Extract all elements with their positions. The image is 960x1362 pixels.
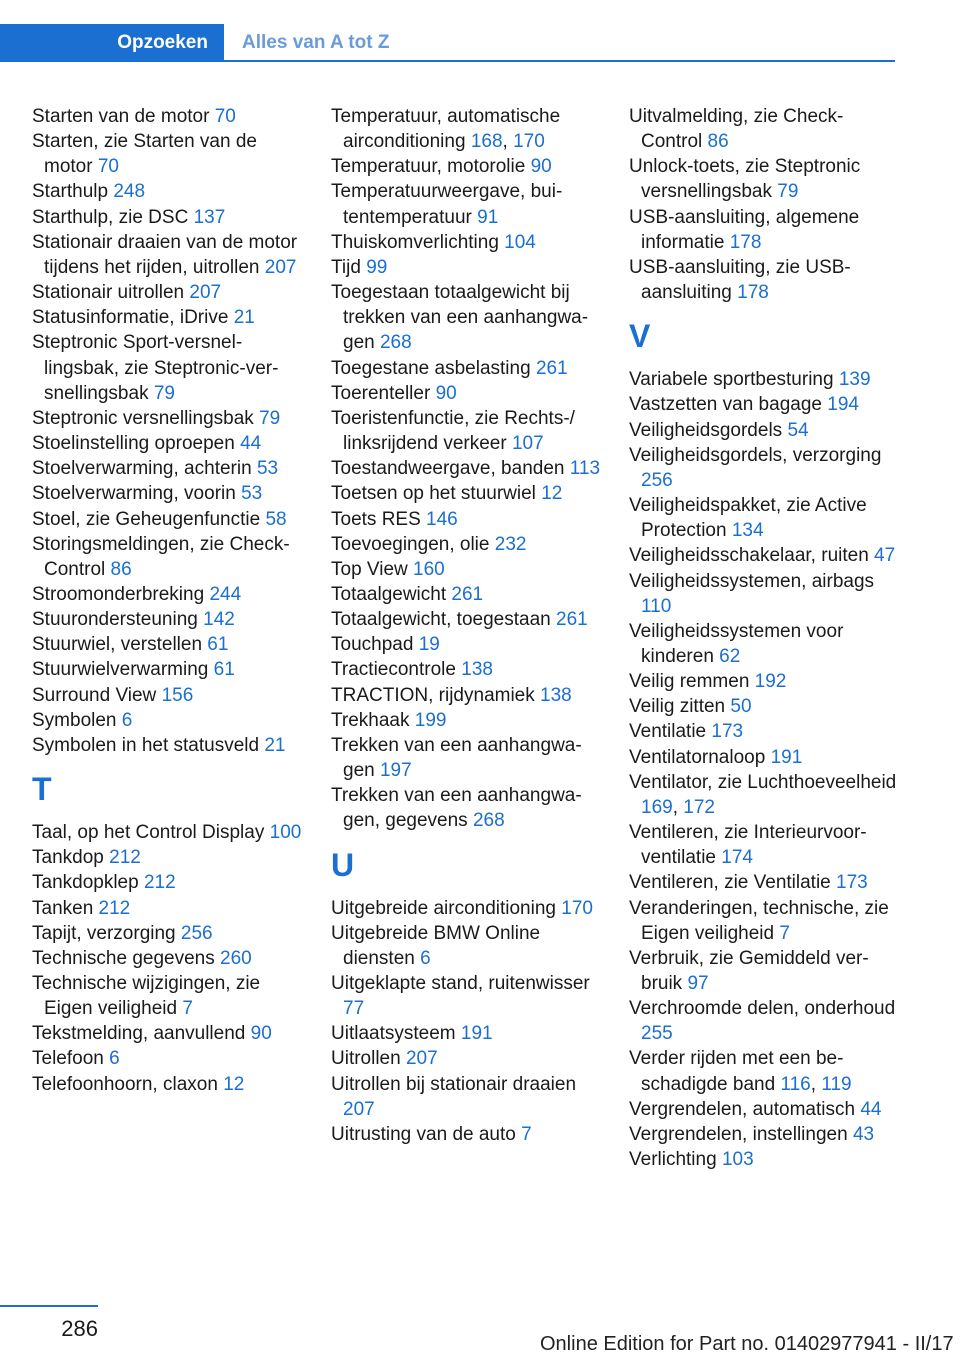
index-entry — [629, 569, 899, 619]
index-entry — [331, 657, 601, 682]
index-entry — [331, 557, 601, 582]
index-term: Veilig remmen — [629, 671, 755, 693]
index-entry — [32, 230, 302, 280]
page-number: 286 — [61, 1316, 98, 1341]
index-entry — [331, 607, 601, 632]
index-term: Starthulp, zie DSC — [32, 206, 194, 228]
index-entry — [32, 1046, 302, 1071]
page-link[interactable]: 6 — [420, 947, 431, 969]
page-link[interactable]: 77 — [343, 998, 365, 1020]
index-term: Trekken van een aanhangwagen — [331, 734, 582, 782]
index-entry — [32, 921, 302, 946]
edition-note: Online Edition for Part no. 01402977941 - II/17 — [540, 1333, 954, 1355]
page-link[interactable]: 86 — [707, 131, 729, 153]
index-term: Toets RES — [331, 508, 427, 530]
index-term: Telefoon — [32, 1048, 110, 1070]
index-entry — [32, 708, 302, 733]
page-link[interactable]: 168 — [470, 131, 503, 153]
page-link[interactable]: 61 — [213, 659, 235, 681]
page-link[interactable]: 91 — [477, 206, 499, 228]
index-entry — [629, 669, 899, 694]
index-entry — [331, 280, 601, 355]
index-term: Stationair uitrollen — [32, 282, 190, 304]
index-term: Vastzetten van bagage — [629, 394, 828, 416]
page-link[interactable]: 138 — [540, 684, 572, 706]
index-entry — [331, 921, 601, 971]
index-term: Taal, op het Control Display — [32, 822, 270, 844]
page-link[interactable]: 197 — [379, 760, 412, 782]
index-term: Stuurwiel, verstellen — [32, 634, 208, 656]
index-entry — [331, 733, 601, 783]
section-letter: V — [629, 318, 651, 355]
page-link[interactable]: 170 — [513, 131, 545, 153]
index-term: Toegestane asbelasting — [331, 357, 536, 379]
index-term: Uitrusting van de auto — [331, 1123, 522, 1145]
page-link[interactable]: 107 — [511, 433, 544, 455]
page-link[interactable]: 79 — [259, 407, 281, 429]
index-entry — [331, 104, 601, 154]
index-entry — [331, 971, 601, 1021]
page-link[interactable]: 199 — [414, 709, 447, 731]
page-separator: , — [810, 1073, 822, 1095]
index-term: Ventileren, zie Ventilatie — [629, 872, 837, 894]
index-term: Veiligheidsgordels — [629, 419, 788, 441]
page-separator: , — [672, 796, 684, 818]
index-column-2 — [331, 104, 601, 1147]
page-link[interactable]: 90 — [435, 382, 457, 404]
index-entry — [629, 619, 899, 669]
page-link[interactable]: 256 — [180, 922, 213, 944]
page-link[interactable]: 7 — [521, 1123, 532, 1145]
page-link[interactable]: 116 — [780, 1073, 811, 1095]
index-term: TRACTION, rijdynamiek — [331, 684, 541, 706]
index-term: Veranderingen, technische, zie Eigen veiligheid — [629, 897, 889, 944]
index-term: Uitrollen — [331, 1048, 406, 1070]
page-link[interactable]: 260 — [220, 947, 252, 969]
index-term: Top View — [331, 558, 414, 580]
index-entry — [629, 896, 899, 946]
index-entry — [32, 205, 302, 230]
tab-alles-van-a-tot-z[interactable]: Alles van A tot Z — [242, 32, 390, 53]
index-entry — [32, 431, 302, 456]
page-link[interactable]: 134 — [731, 520, 764, 542]
index-entry — [331, 708, 601, 733]
index-term: Steptronic versnellingsbak — [32, 407, 260, 429]
section-letter: T — [32, 771, 52, 808]
index-term: Vergrendelen, automatisch — [629, 1098, 861, 1120]
page-link[interactable]: 261 — [556, 609, 588, 631]
index-entry — [629, 946, 899, 996]
index-entry — [32, 845, 302, 870]
index-term: Vergrendelen, instellingen — [629, 1123, 853, 1145]
index-term: Unlock-toets, zie Steptronic versnellingsbak — [629, 156, 861, 203]
page-link[interactable]: 53 — [241, 483, 263, 505]
index-entry — [629, 543, 899, 568]
page-link[interactable]: 7 — [182, 998, 193, 1020]
index-entry — [331, 356, 601, 381]
index-entry — [32, 456, 302, 481]
index-term: Tekstmelding, aanvullend — [32, 1023, 251, 1045]
page-link[interactable]: 169 — [641, 796, 673, 818]
page-link[interactable]: 256 — [641, 469, 673, 491]
index-entry — [32, 582, 302, 607]
page-link[interactable]: 97 — [687, 973, 709, 994]
index-column-3 — [629, 104, 899, 1172]
index-term: Telefoonhoorn, claxon — [32, 1073, 224, 1095]
section-letter: U — [331, 846, 355, 883]
index-entry — [32, 683, 302, 708]
index-term: Temperatuur, automatische airconditioning — [331, 106, 561, 153]
index-term: Uitgebreide BMW Online diensten — [331, 922, 541, 969]
page-link[interactable]: 12 — [541, 483, 563, 505]
index-entry — [32, 532, 302, 582]
index-term: Stationair draaien van de motor tijdens het rijden, uitrollen — [32, 231, 298, 278]
index-entry — [331, 179, 601, 229]
index-entry — [32, 971, 302, 1021]
index-entry — [331, 632, 601, 657]
page-link[interactable]: 113 — [569, 458, 601, 480]
page-link[interactable]: 12 — [223, 1073, 245, 1095]
index-term: Stoelverwarming, achterin — [32, 458, 257, 480]
index-entry — [629, 392, 899, 417]
index-entry — [331, 1021, 601, 1046]
index-term: Starten van de motor — [32, 106, 215, 127]
index-term: Steptronic Sport-versnellingsbak, zie Steptronic-versnellingsbak — [32, 332, 279, 404]
index-term: Stroomonderbreking — [32, 583, 210, 605]
index-term: Veiligheidssystemen, airbags — [629, 570, 875, 592]
page-link[interactable]: 100 — [269, 822, 302, 844]
page-link[interactable]: 268 — [379, 332, 412, 354]
index-term: Totaalgewicht, toegestaan — [331, 609, 556, 631]
index-entry — [32, 481, 302, 506]
index-entry — [629, 154, 899, 204]
page-link[interactable]: 139 — [838, 369, 871, 391]
page-link[interactable]: 6 — [109, 1048, 120, 1070]
index-term: Verbruik, zie Gemiddeld verbruik — [629, 947, 869, 994]
index-term: Tractiecontrole — [331, 659, 462, 681]
page-link[interactable]: 21 — [233, 307, 255, 329]
page-link[interactable]: 99 — [366, 256, 388, 278]
index-term: Stuurwielverwarming — [32, 659, 214, 681]
index-term: Storingsmeldingen, zie Check-Control — [32, 533, 290, 580]
index-term: Touchpad — [331, 634, 419, 656]
index-entry — [629, 104, 899, 154]
index-term: Uitlaatsysteem — [331, 1023, 461, 1045]
index-term: Surround View — [32, 684, 162, 706]
page-link[interactable]: 58 — [265, 508, 287, 530]
index-entry — [32, 104, 302, 129]
index-entry — [331, 1122, 601, 1147]
page-link[interactable]: 255 — [641, 1023, 673, 1045]
index-entry — [629, 870, 899, 895]
page-link[interactable]: 19 — [418, 634, 440, 656]
index-term: Tapijt, verzorging — [32, 922, 181, 944]
index-term: Ventilatie — [629, 721, 712, 743]
index-entry — [331, 406, 601, 456]
index-entry — [331, 255, 601, 280]
index-entry — [629, 367, 899, 392]
index-entry — [331, 507, 601, 532]
page-link[interactable]: 156 — [161, 684, 194, 706]
index-entry — [629, 443, 899, 493]
index-term: Symbolen — [32, 709, 122, 731]
page-link[interactable]: 172 — [683, 796, 715, 818]
index-term: Toeristenfunctie, zie Rechts-/ linksrijdend verkeer — [331, 407, 575, 455]
index-term: Uitgeklapte stand, ruitenwisser — [331, 973, 590, 994]
page-link[interactable]: 47 — [874, 545, 896, 567]
index-term: Starthulp — [32, 181, 114, 203]
page-link[interactable]: 61 — [207, 634, 229, 656]
index-entry — [32, 870, 302, 895]
index-term: USB-aansluiting, algemene informatie — [629, 206, 860, 253]
index-term: Tanken — [32, 897, 99, 919]
index-entry — [32, 330, 302, 405]
index-term: Uitrollen bij stationair draaien — [331, 1073, 577, 1095]
page-link[interactable]: 212 — [98, 897, 131, 919]
index-entry — [331, 154, 601, 179]
index-entry — [32, 406, 302, 431]
index-term: Symbolen in het statusveld — [32, 734, 265, 756]
index-term: Stuurondersteuning — [32, 609, 204, 631]
page-link[interactable]: 268 — [472, 810, 505, 832]
page-link[interactable]: 192 — [754, 671, 787, 693]
page-link[interactable]: 79 — [777, 181, 799, 203]
index-term: Veiligheidsschakelaar, ruiten — [629, 545, 875, 567]
index-entry — [32, 305, 302, 330]
page-link[interactable]: 194 — [827, 394, 859, 416]
page-link[interactable]: 261 — [535, 357, 568, 379]
index-entry — [331, 230, 601, 255]
index-entry — [331, 1072, 601, 1122]
page-link[interactable]: 191 — [460, 1023, 493, 1045]
index-entry — [629, 205, 899, 255]
page-link[interactable]: 178 — [729, 231, 762, 253]
index-entry — [331, 456, 601, 481]
index-entry — [32, 280, 302, 305]
index-entry — [32, 946, 302, 971]
index-term: Toetsen op het stuurwiel — [331, 483, 542, 505]
index-term: Verchroomde delen, onderhoud — [629, 998, 896, 1020]
index-term: Statusinformatie, iDrive — [32, 307, 234, 329]
index-term: Toestandweergave, banden — [331, 458, 570, 480]
page-link[interactable]: 138 — [461, 659, 493, 681]
index-term: Uitvalmelding, zie Check-Control — [629, 106, 844, 153]
index-term: Verlichting — [629, 1149, 722, 1171]
index-entry — [32, 179, 302, 204]
index-entry — [32, 607, 302, 632]
page-link[interactable]: 79 — [153, 382, 175, 404]
index-entry — [629, 770, 899, 820]
index-term: Tankdop — [32, 847, 110, 869]
index-entry — [629, 1046, 899, 1096]
page-link[interactable]: 212 — [143, 872, 176, 894]
page-link[interactable]: 137 — [193, 206, 226, 228]
page-link[interactable]: 6 — [121, 709, 133, 731]
page-link[interactable]: 7 — [779, 922, 790, 944]
page-link[interactable]: 90 — [250, 1023, 272, 1045]
index-term: Technische gegevens — [32, 947, 221, 969]
index-term: Stoel, zie Geheugenfunctie — [32, 508, 266, 530]
index-entry — [331, 532, 601, 557]
index-term: Thuiskomverlichting — [331, 231, 505, 253]
index-entry — [331, 481, 601, 506]
page-link[interactable]: 62 — [719, 645, 741, 667]
page-link[interactable]: 90 — [530, 156, 552, 178]
index-entry — [629, 820, 899, 870]
index-entry — [331, 582, 601, 607]
index-term: Temperatuur, motorolie — [331, 156, 531, 178]
page-link[interactable]: 244 — [209, 583, 242, 605]
index-entry — [32, 657, 302, 682]
index-column-1 — [32, 104, 302, 1097]
page-link[interactable]: 44 — [860, 1098, 882, 1120]
index-entry — [32, 733, 302, 758]
index-term: Veiligheidsgordels, verzorging — [629, 444, 882, 466]
page-link[interactable]: 50 — [730, 696, 752, 718]
page-link[interactable]: 207 — [189, 282, 222, 304]
page-link[interactable]: 178 — [737, 282, 769, 304]
index-term: Ventilator, zie Luchthoeveelheid — [629, 771, 897, 793]
index-term: Ventileren, zie Interieurvoorventilatie — [629, 822, 867, 869]
index-entry — [629, 745, 899, 770]
page-link[interactable]: 248 — [113, 181, 146, 203]
index-entry — [331, 896, 601, 921]
index-term: Toegestaan totaalgewicht bij trekken van een aanhangwagen — [331, 282, 589, 354]
page-link[interactable]: 21 — [264, 734, 286, 756]
page-link[interactable]: 119 — [821, 1073, 852, 1095]
index-term: Veiligheidssystemen voor kinderen — [629, 620, 844, 667]
page-link[interactable]: 146 — [426, 508, 458, 530]
index-term: Technische wijzigingen, zie Eigen veiligheid — [32, 973, 261, 1020]
page-link[interactable]: 70 — [97, 156, 119, 178]
page-link[interactable]: 53 — [256, 458, 279, 480]
page-link[interactable]: 170 — [561, 897, 593, 919]
index-term: Trekken van een aanhangwagen, gegevens — [331, 785, 582, 832]
page-link[interactable]: 142 — [203, 609, 235, 631]
index-term: Veilig zitten — [629, 696, 731, 718]
index-term: Tankdopklep — [32, 872, 144, 894]
index-entry — [32, 896, 302, 921]
index-entry — [32, 129, 302, 179]
index-entry — [629, 493, 899, 543]
index-entry — [629, 1097, 899, 1122]
page-link[interactable]: 70 — [214, 106, 236, 127]
page-link[interactable]: 173 — [836, 872, 868, 894]
footer-divider — [0, 1305, 98, 1307]
page-link[interactable]: 44 — [240, 433, 262, 455]
tab-opzoeken[interactable]: Opzoeken — [0, 24, 224, 62]
index-term: Stoelverwarming, voorin — [32, 483, 242, 505]
index-entry — [32, 1072, 302, 1097]
index-entry — [629, 255, 899, 305]
index-term: Trekhaak — [331, 709, 415, 731]
index-entry — [331, 783, 601, 833]
index-term: Toerenteller — [331, 382, 436, 404]
page-link[interactable]: 174 — [721, 847, 753, 869]
index-term: Temperatuurweergave, buitentemperatuur — [331, 181, 563, 228]
page-link[interactable]: 43 — [852, 1123, 875, 1145]
index-entry — [629, 1122, 899, 1147]
index-term: Variabele sportbesturing — [629, 369, 839, 391]
page-link[interactable]: 207 — [264, 256, 297, 278]
page-link[interactable]: 207 — [343, 1098, 375, 1120]
index-entry — [331, 381, 601, 406]
index-term: Ventilatornaloop — [629, 746, 771, 768]
page-link[interactable]: 261 — [451, 583, 484, 605]
index-entry — [331, 1046, 601, 1071]
page-link[interactable]: 232 — [494, 533, 527, 555]
index-term: Stoelinstelling oproepen — [32, 433, 241, 455]
index-entry — [32, 1021, 302, 1046]
page-link[interactable]: 110 — [641, 595, 672, 617]
index-entry — [629, 996, 899, 1046]
index-entry — [629, 1147, 899, 1172]
page-link[interactable]: 212 — [109, 847, 141, 869]
index-term: Veiligheidspakket, zie Active Protection — [629, 495, 867, 542]
index-term: Verder rijden met een beschadigde band — [629, 1048, 844, 1095]
page-link[interactable]: 86 — [110, 558, 132, 580]
index-term: Uitgebreide airconditioning — [331, 897, 562, 919]
page-link[interactable]: 54 — [787, 419, 809, 441]
index-term: Totaalgewicht — [331, 583, 452, 605]
index-entry — [331, 683, 601, 708]
index-entry — [629, 694, 899, 719]
page-link[interactable]: 104 — [504, 231, 536, 253]
header-tabs — [0, 24, 895, 62]
index-entry — [32, 820, 302, 845]
index-entry — [629, 418, 899, 443]
page-link[interactable]: 207 — [405, 1048, 438, 1070]
index-term: Toevoegingen, olie — [331, 533, 495, 555]
page-link[interactable]: 160 — [413, 558, 445, 580]
index-term: USB-aansluiting, zie USB-aansluiting — [629, 256, 851, 304]
index-term: Tijd — [331, 256, 367, 278]
index-entry — [629, 719, 899, 744]
page-link[interactable]: 191 — [770, 746, 803, 768]
index-entry — [32, 507, 302, 532]
page-separator: , — [502, 131, 514, 153]
page-link[interactable]: 173 — [711, 721, 744, 743]
index-entry — [32, 632, 302, 657]
page-link[interactable]: 103 — [721, 1149, 754, 1171]
index-term: Starten, zie Starten van de motor — [32, 131, 257, 178]
